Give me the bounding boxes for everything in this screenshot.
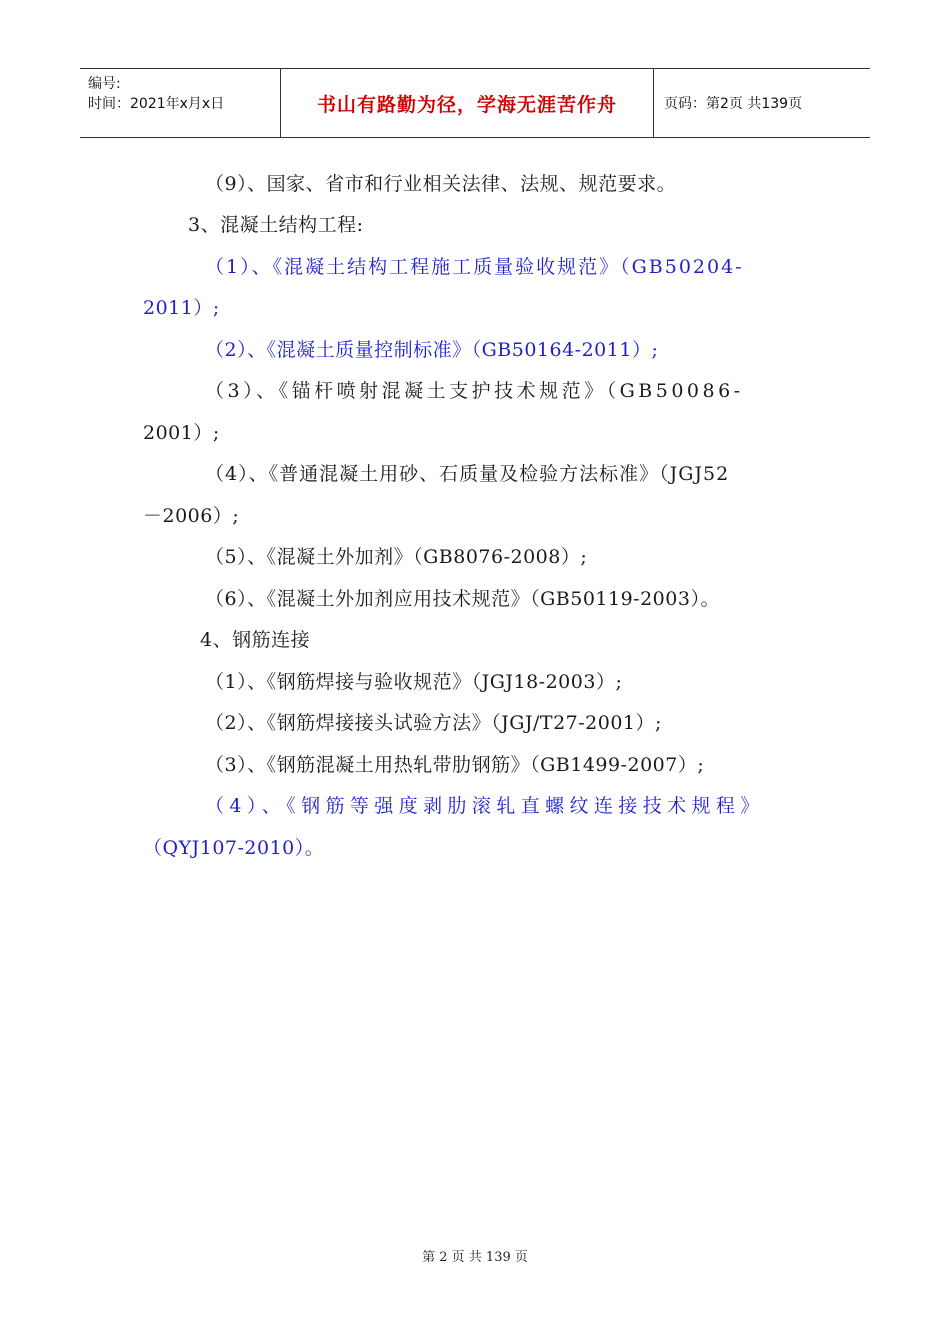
text-line: 2011）; — [143, 297, 220, 319]
header-motto-cell — [281, 69, 654, 137]
text-line: （2）、《混凝土质量控制标准》（GB50164-2011）; — [205, 339, 659, 361]
motto-text: 书山有路勤为径，学海无涯苦作舟 — [316, 93, 617, 116]
text-line: （4）、《钢筋等强度剥肋滚轧直螺纹连接技术规程》 — [205, 795, 765, 817]
text-line: （1）、《混凝土结构工程施工质量验收规范》（GB50204- — [205, 256, 744, 278]
section-heading: 4、钢筋连接 — [200, 629, 311, 651]
text-line: （5）、《混凝土外加剂》（GB8076-2008）; — [205, 546, 588, 568]
date-label: 时间：2021年x月x日 — [88, 96, 225, 112]
text-line: （QYJ107-2010）。 — [143, 837, 325, 859]
section-heading: 3、混凝土结构工程: — [188, 214, 364, 236]
page-footer: 第 2 页 共 139 页 — [422, 1250, 528, 1265]
text-line: （4）、《普通混凝土用砂、石质量及检验方法标准》（JGJ52 — [205, 463, 730, 485]
text-line: （3）、《锚杆喷射混凝土支护技术规范》（GB50086- — [205, 380, 744, 402]
text-line: （3）、《钢筋混凝土用热轧带肋钢筋》（GB1499-2007）; — [205, 754, 705, 776]
text-line: （1）、《钢筋焊接与验收规范》（JGJ18-2003）; — [205, 671, 623, 693]
text-line: －2006）; — [143, 505, 240, 527]
number-label: 编号: — [88, 76, 121, 92]
text-line: （2）、《钢筋焊接接头试验方法》（JGJ/T27-2001）; — [205, 712, 662, 734]
header-page-cell — [654, 69, 870, 137]
page-header — [80, 68, 870, 138]
text-line: （6）、《混凝土外加剂应用技术规范》（GB50119-2003）。 — [205, 588, 720, 610]
page-info: 页码：第2页 共139页 — [664, 96, 803, 112]
text-line: （9）、国家、省市和行业相关法律、法规、规范要求。 — [205, 173, 677, 195]
header-meta-cell — [80, 69, 281, 137]
text-line: 2001）; — [143, 422, 220, 444]
